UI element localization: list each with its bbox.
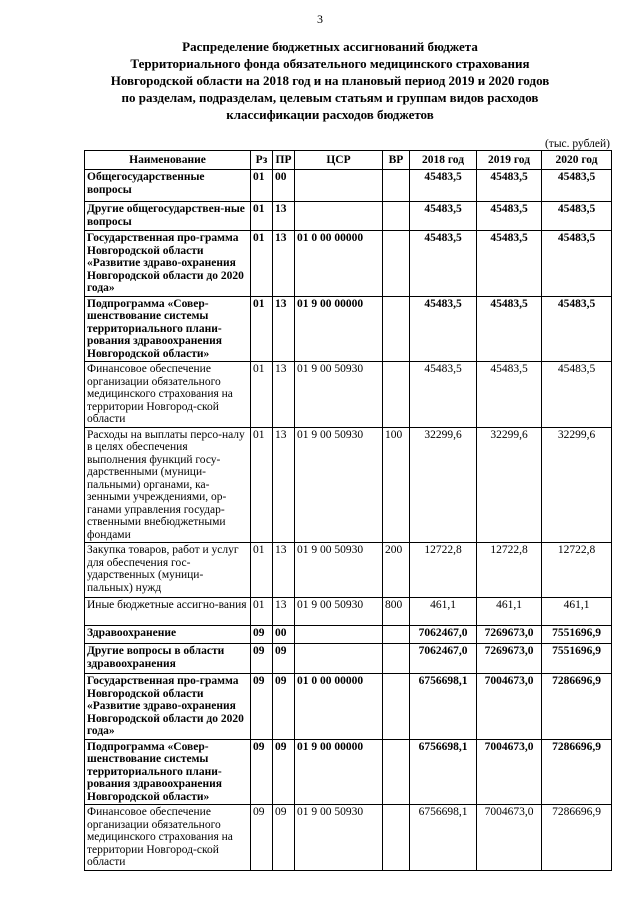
table-header-row	[85, 151, 612, 170]
table-row	[85, 644, 612, 674]
row-vr	[383, 362, 410, 428]
row-rz: 09	[251, 739, 273, 805]
row-pr: 00	[273, 626, 295, 644]
row-name: Другие вопросы в области здравоохранения	[85, 644, 251, 674]
row-vr	[383, 739, 410, 805]
row-2019: 32299,6	[477, 427, 542, 543]
row-name: Общегосударственные вопросы	[85, 170, 251, 202]
row-2018: 7062467,0	[410, 626, 477, 644]
row-rz: 09	[251, 626, 273, 644]
row-2018: 461,1	[410, 598, 477, 626]
table-row	[85, 543, 612, 598]
row-2018: 45483,5	[410, 362, 477, 428]
row-csr: 01 0 00 00000	[295, 674, 383, 740]
row-csr	[295, 644, 383, 674]
row-2019: 461,1	[477, 598, 542, 626]
row-2019: 45483,5	[477, 296, 542, 362]
column-header: ПР	[273, 151, 295, 170]
row-rz: 09	[251, 674, 273, 740]
units-label: (тыс. рублей)	[544, 138, 610, 150]
row-name: Подпрограмма «Совер-шенствование системы территориального плани-рования здравоохранения Новгородской области»	[85, 296, 251, 362]
row-csr: 01 9 00 00000	[295, 296, 383, 362]
row-2020: 461,1	[542, 598, 612, 626]
row-2020: 45483,5	[542, 296, 612, 362]
row-rz: 01	[251, 362, 273, 428]
table-row	[85, 626, 612, 644]
row-2020: 45483,5	[542, 170, 612, 202]
column-header: ЦСР	[295, 151, 383, 170]
row-name: Государственная про-грамма Новгородской области «Развитие здраво-охранения Новгородской области до 2020 года»	[85, 231, 251, 297]
row-csr: 01 9 00 50930	[295, 805, 383, 871]
row-2020: 7286696,9	[542, 805, 612, 871]
row-rz: 01	[251, 543, 273, 598]
row-pr: 13	[273, 202, 295, 231]
row-vr	[383, 231, 410, 297]
row-pr: 13	[273, 543, 295, 598]
row-name: Подпрограмма «Совер-шенствование системы территориального плани-рования здравоохранения Новгородской области»	[85, 739, 251, 805]
row-pr: 13	[273, 296, 295, 362]
page-number: 3	[317, 12, 323, 26]
row-name: Здравоохранение	[85, 626, 251, 644]
document-title	[70, 38, 590, 123]
row-2019: 45483,5	[477, 362, 542, 428]
row-pr: 13	[273, 231, 295, 297]
row-pr: 13	[273, 598, 295, 626]
row-name: Финансовое обеспечение организации обязательного медицинского страхования на территории Новгород-ской области	[85, 805, 251, 871]
row-vr	[383, 626, 410, 644]
table-row	[85, 231, 612, 297]
column-header: Рз	[251, 151, 273, 170]
row-vr: 200	[383, 543, 410, 598]
row-2018: 45483,5	[410, 296, 477, 362]
row-2019: 45483,5	[477, 202, 542, 231]
row-csr	[295, 170, 383, 202]
row-2020: 12722,8	[542, 543, 612, 598]
row-2018: 6756698,1	[410, 739, 477, 805]
row-pr: 09	[273, 644, 295, 674]
row-rz: 01	[251, 202, 273, 231]
row-vr	[383, 674, 410, 740]
title-line: Распределение бюджетных ассигнований бюджета	[182, 39, 478, 54]
row-pr: 09	[273, 805, 295, 871]
row-csr: 01 9 00 50930	[295, 598, 383, 626]
row-rz: 01	[251, 598, 273, 626]
row-rz: 01	[251, 296, 273, 362]
table-row	[85, 805, 612, 871]
table-row	[85, 427, 612, 543]
row-2019: 7269673,0	[477, 644, 542, 674]
row-2018: 7062467,0	[410, 644, 477, 674]
row-2018: 45483,5	[410, 170, 477, 202]
column-header: Наименование	[85, 151, 251, 170]
row-2019: 7004673,0	[477, 674, 542, 740]
column-header: 2020 год	[542, 151, 612, 170]
row-name: Закупка товаров, работ и услуг для обеспечения гос-ударственных (муници-пальных) нужд	[85, 543, 251, 598]
row-csr: 01 9 00 50930	[295, 543, 383, 598]
row-rz: 01	[251, 427, 273, 543]
row-vr	[383, 170, 410, 202]
row-name: Финансовое обеспечение организации обязательного медицинского страхования на территории Новгород-ской области	[85, 362, 251, 428]
row-csr: 01 9 00 50930	[295, 427, 383, 543]
row-2018: 45483,5	[410, 231, 477, 297]
row-2019: 7004673,0	[477, 805, 542, 871]
row-2020: 45483,5	[542, 202, 612, 231]
title-line: классификации расходов бюджетов	[226, 107, 434, 122]
row-rz: 01	[251, 170, 273, 202]
row-2020: 45483,5	[542, 362, 612, 428]
row-2020: 7286696,9	[542, 674, 612, 740]
row-csr	[295, 202, 383, 231]
column-header: 2019 год	[477, 151, 542, 170]
row-pr: 00	[273, 170, 295, 202]
row-rz: 01	[251, 231, 273, 297]
row-vr: 800	[383, 598, 410, 626]
row-2019: 7269673,0	[477, 626, 542, 644]
row-pr: 13	[273, 427, 295, 543]
row-2020: 7286696,9	[542, 739, 612, 805]
row-name: Другие общегосударствен-ные вопросы	[85, 202, 251, 231]
table-row	[85, 170, 612, 202]
row-2018: 12722,8	[410, 543, 477, 598]
row-csr: 01 0 00 00000	[295, 231, 383, 297]
table-row	[85, 598, 612, 626]
row-2018: 32299,6	[410, 427, 477, 543]
row-name: Расходы на выплаты персо-налу в целях обеспечения выполнения функций госу-дарственными (муници-пальными) органами, ка-зенными учреждениями, ор-ганами управления государ-ственными внебюджетными фондами	[85, 427, 251, 543]
row-pr: 13	[273, 362, 295, 428]
row-vr	[383, 296, 410, 362]
title-line: Новгородской области на 2018 год и на плановый период 2019 и 2020 годов	[110, 73, 550, 88]
row-2019: 45483,5	[477, 170, 542, 202]
row-csr: 01 9 00 00000	[295, 739, 383, 805]
title-line: Территориального фонда обязательного медицинского страхования	[130, 56, 530, 71]
table-row	[85, 674, 612, 740]
row-2020: 45483,5	[542, 231, 612, 297]
row-pr: 09	[273, 739, 295, 805]
row-2020: 7551696,9	[542, 644, 612, 674]
table-row	[85, 296, 612, 362]
row-2019: 12722,8	[477, 543, 542, 598]
title-line: по разделам, подразделам, целевым статьям и группам видов расходов	[121, 90, 539, 105]
row-pr: 09	[273, 674, 295, 740]
row-rz: 09	[251, 644, 273, 674]
column-header: ВР	[383, 151, 410, 170]
row-2020: 32299,6	[542, 427, 612, 543]
row-2019: 45483,5	[477, 231, 542, 297]
row-name: Государственная про-грамма Новгородской области «Развитие здраво-охранения Новгородской области до 2020 года»	[85, 674, 251, 740]
row-vr	[383, 202, 410, 231]
row-2018: 6756698,1	[410, 674, 477, 740]
table-row	[85, 362, 612, 428]
row-2019: 7004673,0	[477, 739, 542, 805]
row-2020: 7551696,9	[542, 626, 612, 644]
row-vr: 100	[383, 427, 410, 543]
row-name: Иные бюджетные ассигно-вания	[85, 598, 251, 626]
table-row	[85, 739, 612, 805]
column-header: 2018 год	[410, 151, 477, 170]
row-2018: 6756698,1	[410, 805, 477, 871]
row-vr	[383, 644, 410, 674]
row-rz: 09	[251, 805, 273, 871]
row-2018: 45483,5	[410, 202, 477, 231]
row-csr: 01 9 00 50930	[295, 362, 383, 428]
budget-table	[84, 150, 612, 871]
table-row	[85, 202, 612, 231]
row-vr	[383, 805, 410, 871]
row-csr	[295, 626, 383, 644]
